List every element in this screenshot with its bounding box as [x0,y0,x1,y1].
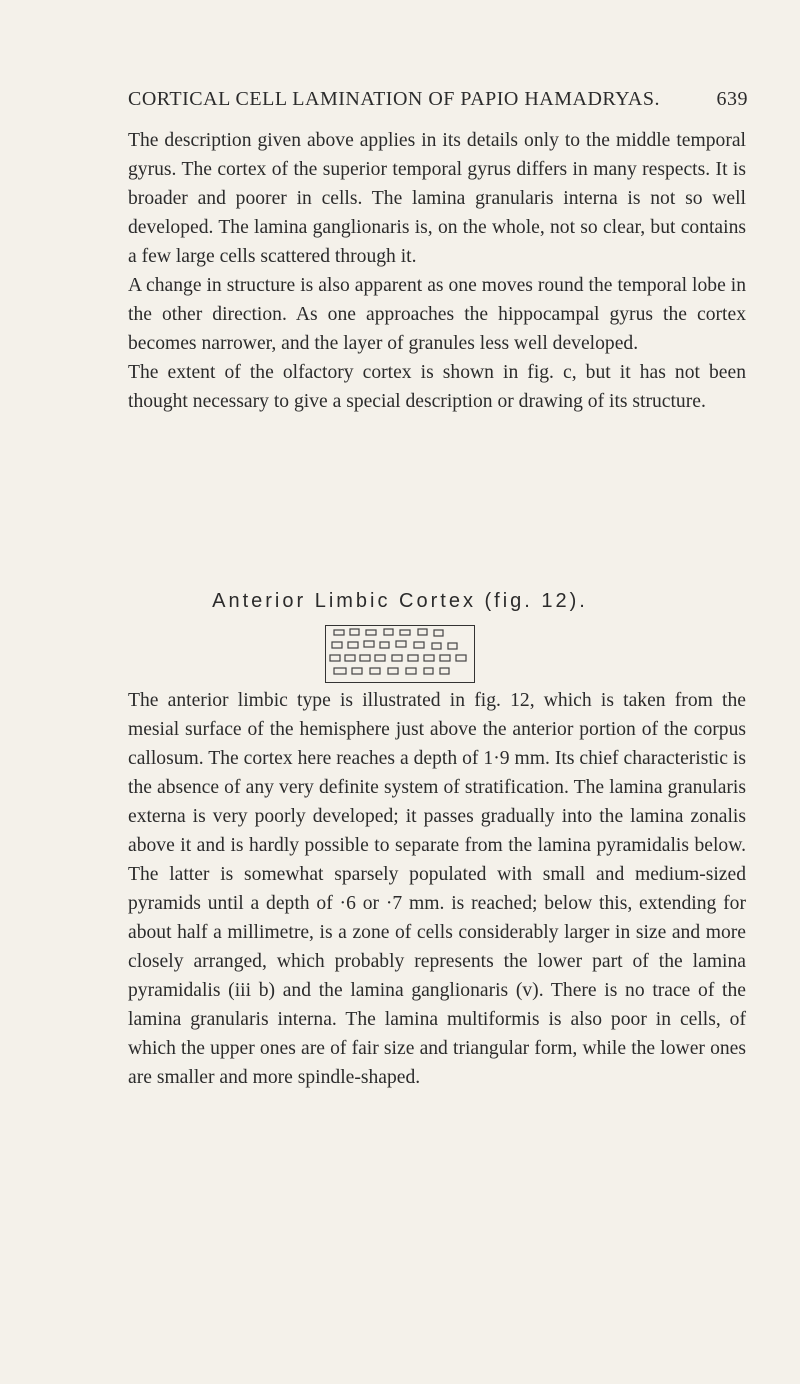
page-number: 639 [716,88,748,110]
paragraph-anterior-limbic: The anterior limbic type is illustrated in fig. 12, which is taken from the mesial surface of the hemisphere just above the anterior portion of the corpus callosum. The cortex here reaches a depth of 1·9 mm. Its chief characteristic is the absence of any very definite system of stratification. The lamina granularis externa is very poorly developed; it passes gradually into the lamina zonalis above it and is hardly possible to separate from the lamina pyramidalis below. The latter is somewhat sparsely populated with small and medium-sized pyramids until a depth of ·6 or ·7 mm. is reached; below this, extending for about half a millimetre, is a zone of cells considerably larger in size and more closely arranged, which probably represents the lower part of the lamina pyramidalis (iii b) and the lamina ganglionaris (v). There is no trace of the lamina granularis interna. The lamina multiformis is also poor in cells, of which the upper ones are of fair size and triangular form, while the lower ones are smaller and more spindle-shaped. [128,690,746,1088]
running-title: CORTICAL CELL LAMINATION OF PAPIO HAMADRYAS. [128,88,660,110]
running-header [128,88,748,111]
section-temporal [128,126,746,416]
paragraph-olfactory: The extent of the olfactory cortex is shown in fig. c, but it has not been thought necessary to give a special description or drawing of its structure. [128,362,746,412]
paragraph-hippocampal: A change in structure is also apparent as one moves round the temporal lobe in the other direction. As one approaches the hippocampal gyrus the cortex becomes narrower, and the layer of granules less well developed. [128,275,746,354]
section-anterior-limbic [128,686,746,1092]
cell-lamination-figure-icon [325,625,475,683]
section-heading: Anterior Limbic Cortex (fig. 12). [212,590,588,612]
paragraph-superior-temporal: The description given above applies in its details only to the middle temporal gyrus. The cortex of the superior temporal gyrus differs in many respects. It is broader and poorer in cells. The lamina granularis interna is not so well developed. The lamina ganglionaris is, on the whole, not so clear, but contains a few large cells scattered through it. [128,130,746,267]
